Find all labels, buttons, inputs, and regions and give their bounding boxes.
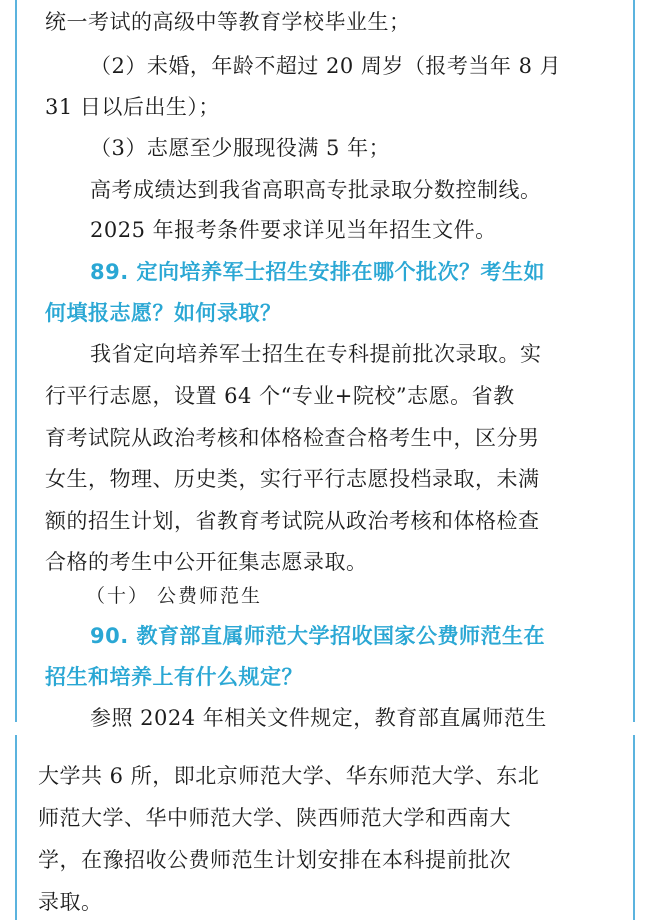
text-line: 额的招生计划，省教育考试院从政治考核和体格检查 (45, 509, 540, 533)
text-line: 高考成绩达到我省高职高专批录取分数控制线。 (90, 178, 542, 202)
question-heading-90: 90. 教育部直属师范大学招收国家公费师范生在 (90, 624, 546, 648)
text-line: 录取。 (38, 890, 103, 914)
text-line: （2）未婚，年龄不超过 20 周岁（报考当年 8 月 (90, 54, 562, 78)
text-line: 大学共 6 所，即北京师范大学、华东师范大学、东北 (38, 764, 540, 788)
question-heading-90-cont: 招生和培养上有什么规定？ (45, 665, 303, 689)
text-line: 31 日以后出生）； (45, 95, 220, 119)
text-line: 参照 2024 年相关文件规定，教育部直属师范生 (90, 706, 547, 730)
text-line: 合格的考生中公开征集志愿录取。 (45, 550, 368, 574)
text-line: 女生，物理、历史类，实行平行志愿投档录取，未满 (45, 467, 540, 491)
text-line: 行平行志愿，设置 64 个“专业+院校”志愿。省教 (45, 384, 515, 408)
question-heading-89-cont: 何填报志愿？如何录取？ (45, 301, 282, 325)
section-heading: （十） 公费师范生 (86, 585, 263, 607)
text-line: 育考试院从政治考核和体格检查合格考生中，区分男 (45, 426, 540, 450)
text-line: 师范大学、华中师范大学、陕西师范大学和西南大 (38, 806, 511, 830)
text-line: 我省定向培养军士招生在专科提前批次录取。实 (90, 342, 542, 366)
text-line: （3）志愿至少服现役满 5 年； (90, 136, 391, 160)
text-line: 统一考试的高级中等教育学校毕业生； (45, 10, 411, 34)
question-heading-89: 89. 定向培养军士招生安排在哪个批次？考生如 (90, 260, 546, 284)
text-line: 2025 年报考条件要求详见当年招生文件。 (90, 218, 497, 242)
text-line: 学，在豫招收公费师范生计划安排在本科提前批次 (38, 848, 511, 872)
